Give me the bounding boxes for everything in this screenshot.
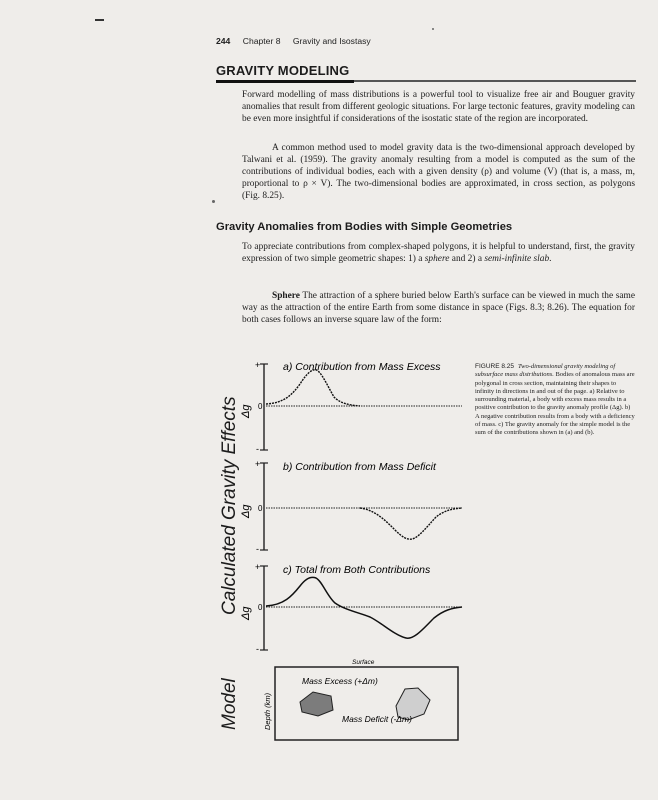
page-number: 244 <box>216 36 231 46</box>
panel-a <box>240 360 462 454</box>
panel-c <box>240 562 462 654</box>
paragraph-2: A common method used to model gravity data is the two-dimensional approach developed by Talwani et al. (1959). The gravity anomaly resulting from a model is computed as the sum of the contributions of individual bodies, each with a given density (ρ) and volume (V) (that is, a mass, m, proportional to ρ × V). The two-dimensional bodies are approximated, in cross section, as polygons (Fig. 8.25). <box>242 143 635 202</box>
intro-text: To appreciate contributions from complex-shaped polygons, it is helpful to understand, first, the gravity expression of two simple geometric shapes: 1) a <box>242 242 635 265</box>
mass-deficit-label: Mass Deficit (-Δm) <box>342 714 412 724</box>
model-panel <box>263 659 458 740</box>
panel-b-minus: - <box>256 544 259 554</box>
panel-b-label: b) Contribution from Mass Deficit <box>283 461 436 473</box>
panel-c-zero: 0 <box>258 603 263 612</box>
chapter-title: Gravity and Isostasy <box>292 36 371 46</box>
panel-c-plus: + <box>255 562 261 572</box>
panel-c-label: c) Total from Both Contributions <box>283 564 431 576</box>
panel-b-delta-g: Δg <box>240 504 252 518</box>
caption-label: FIGURE 8.25 <box>475 363 515 370</box>
panel-a-label: a) Contribution from Mass Excess <box>283 361 441 373</box>
subsection-heading: Gravity Anomalies from Bodies with Simple Geometries <box>216 221 513 233</box>
panel-c-delta-g: Δg <box>240 606 252 620</box>
intro-text-mid: and 2) a <box>449 254 485 265</box>
sphere-run-in-label: Sphere <box>272 291 300 301</box>
intro-text-end: . <box>549 254 552 265</box>
section-heading: GRAVITY MODELING <box>216 63 350 78</box>
y-axis-title: Calculated Gravity Effects <box>219 396 240 615</box>
panel-c-minus: - <box>256 644 259 654</box>
panel-a-zero: 0 <box>258 402 263 411</box>
surface-label: Surface <box>352 659 375 666</box>
mass-excess-body <box>300 692 333 716</box>
sphere-text: The attraction of a sphere buried below Earth's surface can be viewed in much the same way as the attraction of the entire Earth from some distance in space (Figs. 8.3; 8.26). The equation for both cases follows an inverse square law of the form: <box>242 291 635 326</box>
panel-b-plus: + <box>255 459 261 469</box>
depth-label: Depth (km) <box>263 692 272 730</box>
model-title: Model <box>219 678 240 730</box>
mass-excess-label: Mass Excess (+Δm) <box>302 676 378 686</box>
paragraph-1: Forward modelling of mass distributions is a powerful tool to visualize free air and Bouguer gravity anomalies that result from different geologic situations. For large tectonic features, gravity modeling can be even more insightful if considerations of the isostatic state of the region are incorporated. <box>242 90 635 125</box>
panel-a-minus: - <box>256 444 259 454</box>
chapter-label: Chapter 8 <box>242 36 281 46</box>
panel-c-curve <box>266 577 462 638</box>
intro-emphasis-sphere: sphere <box>424 254 450 265</box>
panel-b-zero: 0 <box>258 504 263 513</box>
panel-a-curve <box>266 370 360 406</box>
intro-emphasis-slab: semi-infinite slab <box>484 254 550 265</box>
caption-body: Bodies of anomalous mass are polygonal in cross section, maintaining their shapes to infinity in directions in and out of the page. a) Relative to surrounding material, a body with excess mass results in a positive contribution to the gravity anomaly profile (Δg). b) A negative contribution results from a body with a deficiency of mass. c) The gravity anomaly for the simple model is the sum of the contributions shown in (a) and (b). <box>475 371 635 437</box>
panel-a-plus: + <box>255 360 261 370</box>
panel-a-delta-g: Δg <box>240 404 252 418</box>
panel-b-curve <box>360 508 462 539</box>
caption-title: Two-dimensional gravity modeling of subsurface mass distributions. <box>475 363 616 379</box>
panel-b <box>240 459 462 554</box>
